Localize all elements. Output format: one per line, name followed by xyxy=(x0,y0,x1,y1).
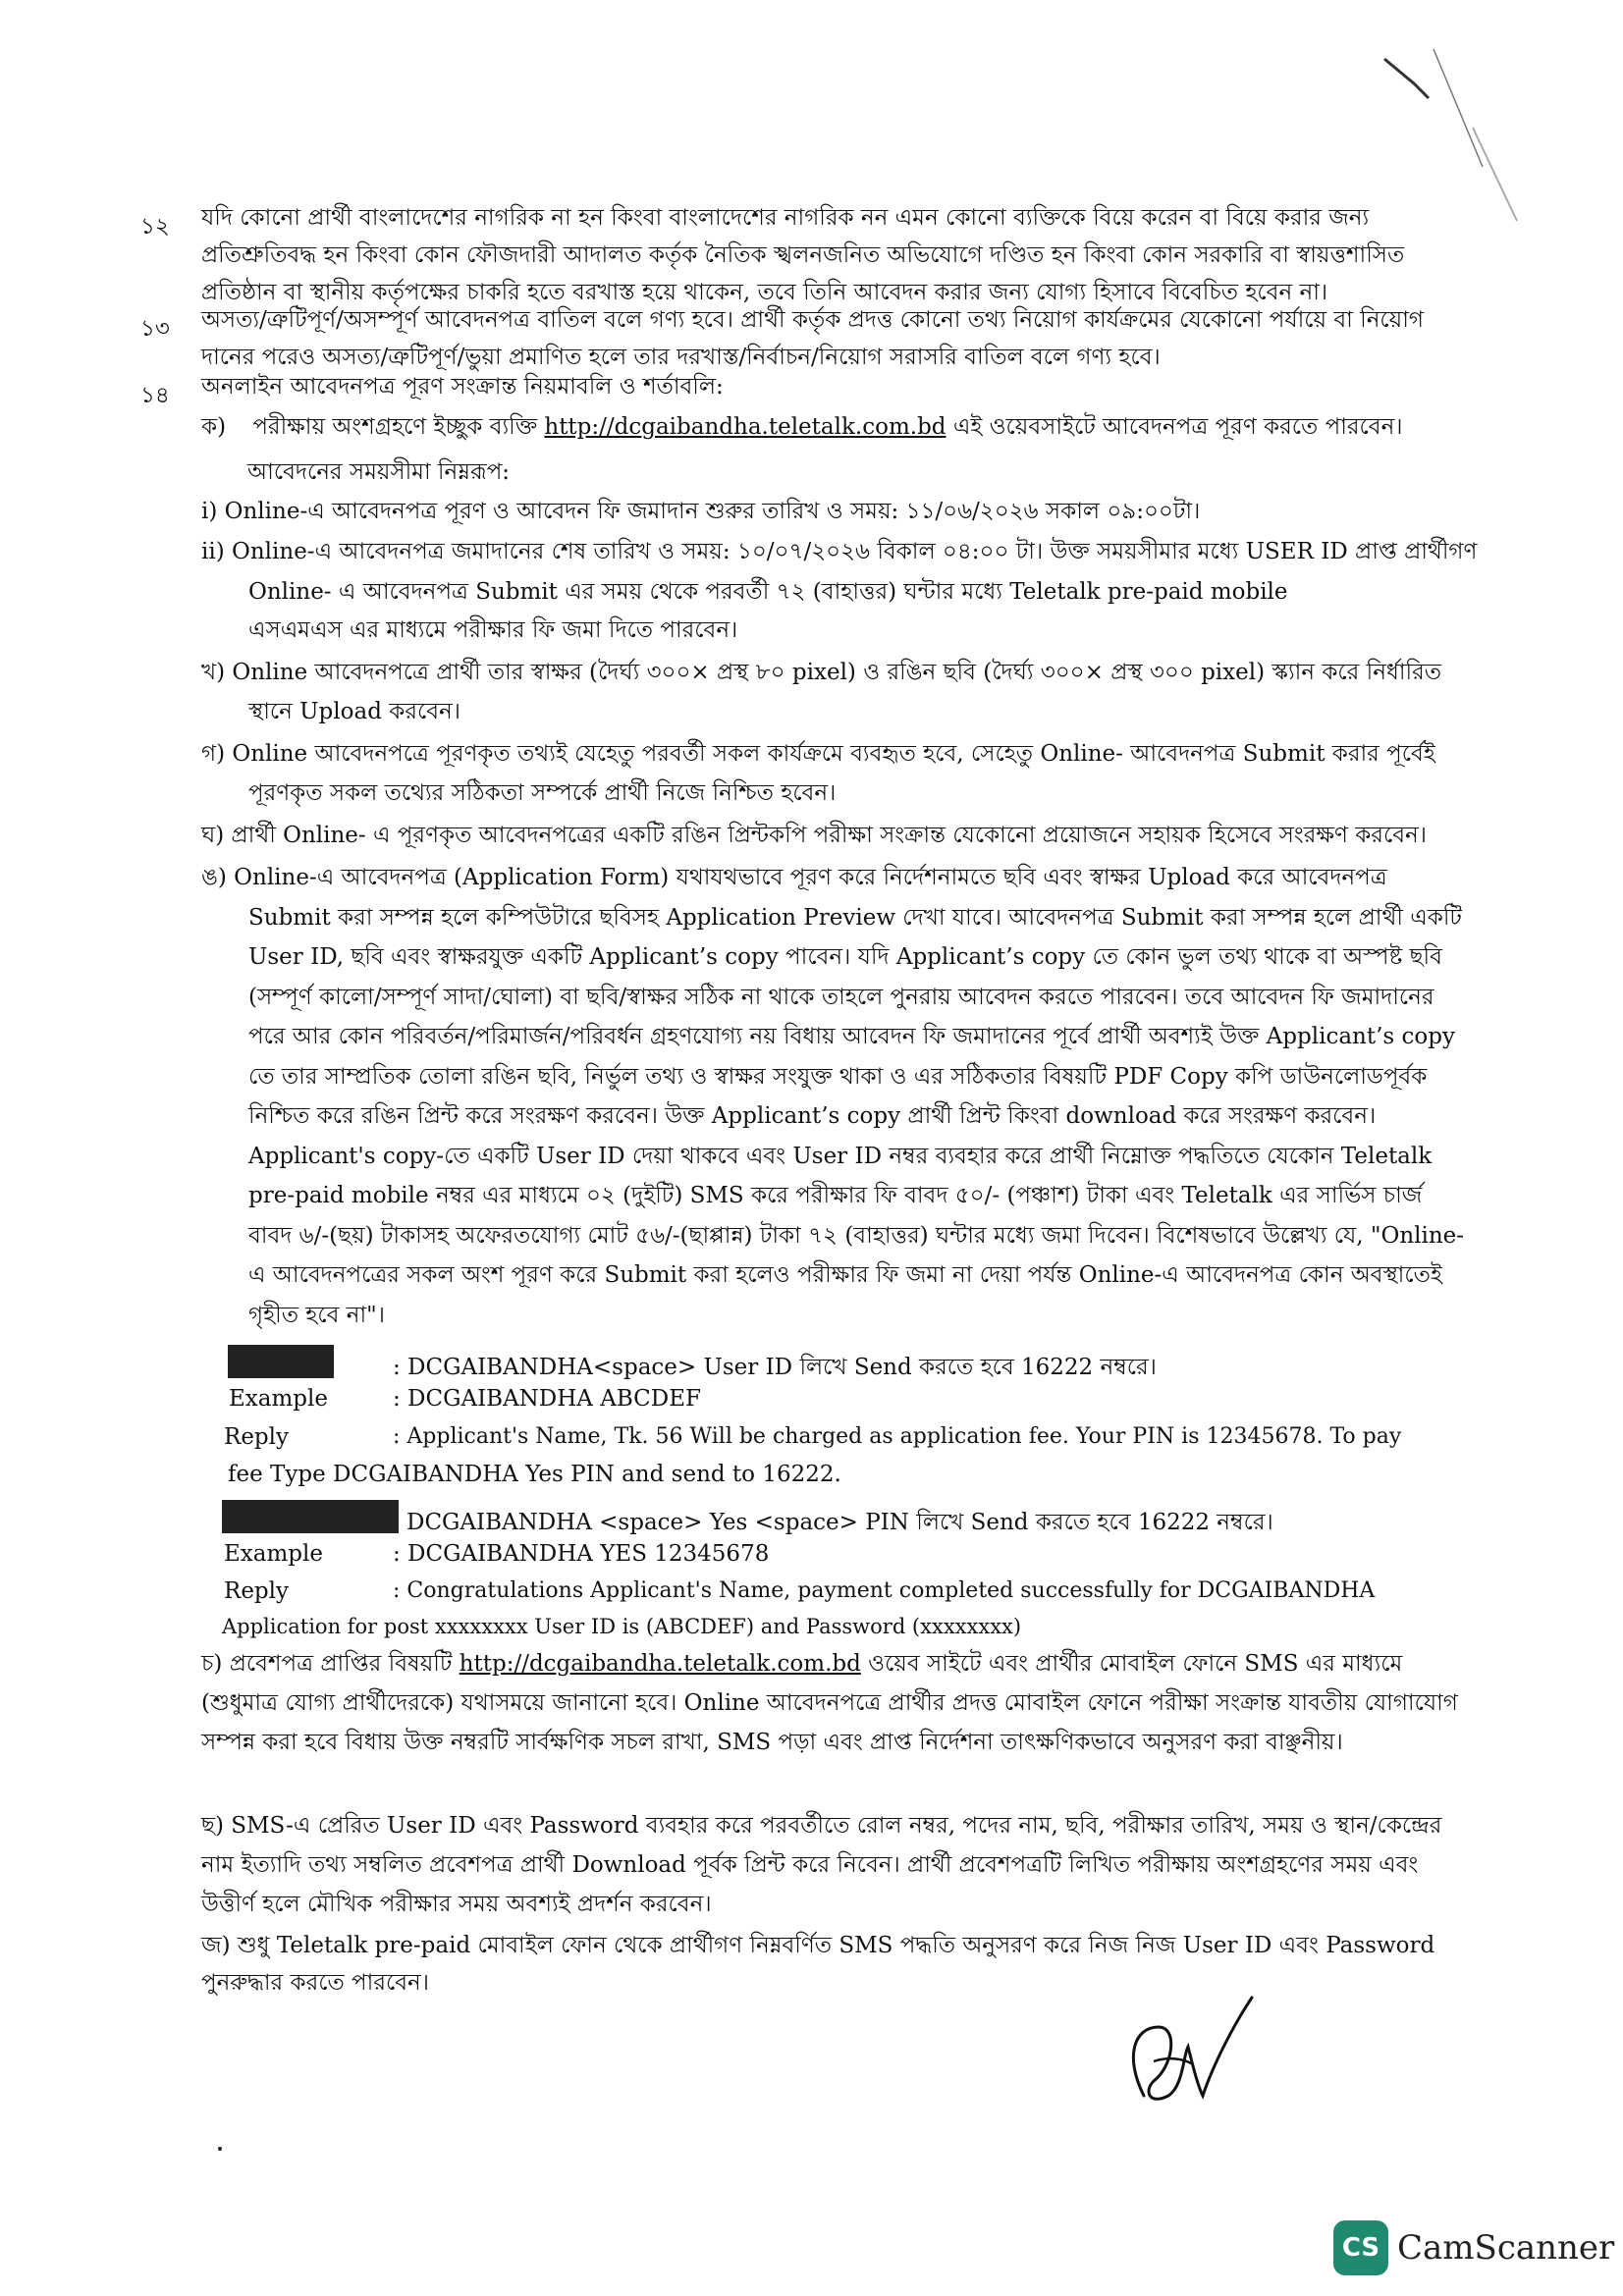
sms2-reply-cont: Application for post xxxxxxxx User ID is (ABCDEF) and Password (xxxxxxxx) xyxy=(222,1615,1022,1638)
item-ka-end-date-cont2: এসএমএস এর মাধ্যমে পরীক্ষার ফি জমা দিতে পারবেন। xyxy=(248,617,738,643)
signature-image xyxy=(1114,1988,1262,2115)
sms1-example-value: : DCGAIBANDHA ABCDEF xyxy=(393,1386,701,1412)
sms1-reply-value: : Applicant's Name, Tk. 56 Will be charged as application fee. Your PIN is 12345678. To pay xyxy=(393,1424,1402,1449)
scan-speck xyxy=(218,2147,222,2151)
redacted-block xyxy=(222,1500,399,1533)
item-umo: ঙ) Online-এ আবেদনপত্র (Application Form) যথাযথভাবে পূরণ করে নির্দেশনামতে ছবি এবং স্বাক্ষর Upload করে আবেদনপত্র Submit করা সম্পন্ন হলে কম্পিউটারে ছবিসহ Application Preview দেখা যাবে। আবেদনপত্র Submit করা সম্পন্ন হলে প্রার্থী একটি User ID, ছবি এবং স্বাক্ষরযুক্ত একটি Applicant’s copy পাবেন। যদি Applicant’s copy তে কোন ভুল তথ্য থাকে বা অস্পষ্ট ছবি (সম্পূর্ণ কালো/সম্পূর্ণ সাদা/ঘোলা) বা ছবি/স্বাক্ষর সঠিক না থাকে তাহলে পুনরায় আবেদন করতে পারবেন। তবে আবেদন ফি জমাদানের পরে আর কোন পরিবর্তন/পরিমার্জন/পরিবর্ধন গ্রহণযোগ্য নয় বিধায় আবেদন ফি জমাদানের পূর্বে প্রার্থী অবশ্যই উক্ত Applicant’s copy তে তার সাম্প্রতিক তোলা রঙিন ছবি, নির্ভুল তথ্য ও স্বাক্ষর সংযুক্ত থাকা ও এর সঠিকতার বিষয়টি PDF Copy কপি ডাউনলোডপূর্বক নিশ্চিত করে রঙিন প্রিন্ট করে সংরক্ষণ করবেন। উক্ত Applicant’s copy প্রার্থী প্রিন্ট কিংবা download করে সংরক্ষণ করবেন। Applicant's copy-তে একটি User ID দেয়া থাকবে এবং User ID নম্বর ব্যবহার করে প্রার্থী নিম্নোক্ত পদ্ধতিতে যেকোন Teletalk pre-paid mobile নম্বর এর মাধ্যমে ০২ (দুইটি) SMS করে পরীক্ষার ফি বাবদ ৫০/- (পঞ্চাশ) টাকা এবং Teletalk এর সার্ভিস চার্জ বাবদ ৬/-(ছয়) টাকাসহ অফেরতযোগ্য মোট ৫৬/-(ছাপ্পান্ন) টাকা ৭২ (বাহাত্তর) ঘন্টার মধ্যে জমা দিবেন। বিশেষভাবে উল্লেখ্য যে, "Online-এ আবেদনপত্রের সকল অংশ পূরণ করে Submit করা হলেও পরীক্ষার ফি জমা না দেয়া পর্যন্ত Online-এ আবেদনপত্র কোন অবস্থাতেই গৃহীত হবে না"। xyxy=(201,865,1465,1328)
camscanner-logo-icon: CS xyxy=(1333,2220,1388,2275)
sms1-example-label: Example xyxy=(229,1386,328,1412)
item-ka-end-date-cont: Online- এ আবেদনপত্র Submit এর সময় থেকে পরবর্তী ৭২ (বাহাত্তর) ঘন্টার মধ্যে Teletalk pre-paid mobile xyxy=(248,579,1288,605)
sms2-instruction: DCGAIBANDHA <space> Yes <space> PIN লিখে Send করতে হবে 16222 নম্বরে। xyxy=(406,1510,1273,1535)
item-cha xyxy=(201,1644,1468,1762)
item-ka-label: ক) xyxy=(201,414,227,440)
website-link[interactable]: http://dcgaibandha.teletalk.com.bd xyxy=(544,414,947,440)
sms1-reply-cont: fee Type DCGAIBANDHA Yes PIN and send to 16222. xyxy=(228,1462,841,1487)
item-cha-text-after: ওয়েব সাইটে এবং প্রার্থীর মোবাইল ফোনে SMS এর মাধ্যমে (শুধুমাত্র যোগ্য প্রার্থীদেরকে) যথাসময়ে জানানো হবে। Online আবেদনপত্রে প্রার্থীর প্রদত্ত মোবাইল ফোনে পরীক্ষা সংক্রান্ত যাবতীয় যোগাযোগ সম্পন্ন করা হবে বিধায় উক্ত নম্বরটি সার্বক্ষণিক সচল রাখা, SMS পড়া এবং প্রাপ্ত নির্দেশনা তাৎক্ষণিকভাবে অনুসরণ করা বাঞ্ছনীয়। xyxy=(201,1651,1458,1755)
item-ka-end-date: ii) Online-এ আবেদনপত্র জমাদানের শেষ তারিখ ও সময়: ১০/০৭/২০২৬ বিকাল ০৪:০০ টা। উক্ত সময়সীমার মধ্যে USER ID প্রাপ্ত প্রার্থীগণ xyxy=(201,539,1478,564)
item-chha: ছ) SMS-এ প্রেরিত User ID এবং Password ব্যবহার করে পরবর্তীতে রোল নম্বর, পদের নাম, ছবি, পরীক্ষার তারিখ, সময় ও স্থান/কেন্দ্রের নাম ইত্যাদি তথ্য সম্বলিত প্রবেশপত্র প্রার্থী Download পূর্বক প্রিন্ট করে নিবেন। প্রার্থী প্রবেশপত্রটি লিখিত পরীক্ষায় অংশগ্রহণের সময় এবং উত্তীর্ণ হলে মৌখিক পরীক্ষার সময় অবশ্যই প্রদর্শন করবেন। xyxy=(201,1813,1442,1917)
item-ka-timeline-heading: আবেদনের সময়সীমা নিম্নরূপ: xyxy=(247,459,511,485)
redacted-block xyxy=(228,1345,334,1378)
clause-number-12: ১২ xyxy=(140,214,170,240)
item-ka-text-before: পরীক্ষায় অংশগ্রহণে ইচ্ছুক ব্যক্তি xyxy=(252,414,538,440)
item-ga: গ) Online আবেদনপত্রে পূরণকৃত তথ্যই যেহেতু পরবর্তী সকল কার্যক্রমে ব্যবহৃত হবে, সেহেতু Online- আবেদনপত্র Submit করার পূর্বেই পূরণকৃত সকল তথ্যের সঠিকতা সম্পর্কে প্রার্থী নিজে নিশ্চিত হবেন। xyxy=(201,741,1435,806)
item-ka-start-date: i) Online-এ আবেদনপত্র পূরণ ও আবেদন ফি জমাদান শুরুর তারিখ ও সময়: ১১/০৬/২০২৬ সকাল ০৯:০০টা। xyxy=(201,499,1201,524)
item-ja: জ) শুধু Teletalk pre-paid মোবাইল ফোন থেকে প্রার্থীগণ নিম্নবর্ণিত SMS পদ্ধতি অনুসরণ করে নিজ নিজ User ID এবং Password পুনরুদ্ধার করতে পারবেন। xyxy=(201,1933,1435,1996)
item-cha-text-before: প্রবেশপত্র প্রাপ্তির বিষয়টি xyxy=(229,1651,453,1677)
clause-number-13: ১৩ xyxy=(140,316,170,342)
camscanner-watermark-text: CamScanner xyxy=(1397,2228,1615,2268)
sms1-reply-label: Reply xyxy=(224,1424,290,1450)
sms2-example-value: : DCGAIBANDHA YES 12345678 xyxy=(393,1541,770,1567)
sms2-example-label: Example xyxy=(224,1541,323,1567)
item-kha: খ) Online আবেদনপত্রে প্রার্থী তার স্বাক্ষর (দৈর্ঘ্য ৩০০× প্রস্থ ৮০ pixel) ও রঙিন ছবি (দৈর্ঘ্য ৩০০× প্রস্থ ৩০০ pixel) স্ক্যান করে নির্ধারিত স্থানে Upload করবেন। xyxy=(201,660,1441,724)
item-gha: ঘ) প্রার্থী Online- এ পূরণকৃত আবেদনপত্রের একটি রঙিন প্রিন্টকপি পরীক্ষা সংক্রান্ত যেকোনো প্রয়োজনে সহায়ক হিসেবে সংরক্ষণ করবেন। xyxy=(201,823,1427,848)
clause-14-heading: অনলাইন আবেদনপত্র পূরণ সংক্রান্ত নিয়মাবলি ও শর্তাবলি: xyxy=(201,374,724,400)
scan-corner-mark xyxy=(1375,39,1522,226)
item-cha-label: চ) xyxy=(201,1651,223,1677)
sms2-reply-value: : Congratulations Applicant's Name, payment completed successfully for DCGAIBANDHA xyxy=(393,1578,1376,1603)
item-ka xyxy=(201,407,1468,447)
clause-number-14: ১৪ xyxy=(140,383,170,408)
clause-13-text: অসত্য/ত্রুটিপূর্ণ/অসম্পূর্ণ আবেদনপত্র বাতিল বলে গণ্য হবে। প্রার্থী কর্তৃক প্রদত্ত কোনো তথ্য নিয়োগ কার্যক্রমের যেকোনো পর্যায়ে বা নিয়োগ দানের পরেও অসত্য/ত্রুটিপূর্ণ/ভুয়া প্রমাণিত হলে তার দরখাস্ত/নির্বাচন/নিয়োগ সরাসরি বাতিল বলে গণ্য হবে। xyxy=(201,307,1424,370)
website-link[interactable]: http://dcgaibandha.teletalk.com.bd xyxy=(459,1651,861,1677)
clause-12-text: যদি কোনো প্রার্থী বাংলাদেশের নাগরিক না হন কিংবা বাংলাদেশের নাগরিক নন এমন কোনো ব্যক্তিকে বিয়ে করেন বা বিয়ে করার জন্য প্রতিশ্রুতিবদ্ধ হন কিংবা কোন ফৌজদারী আদালত কর্তৃক নৈতিক স্খলনজনিত অভিযোগে দণ্ডিত হন কিংবা কোন সরকারি বা স্বায়ত্তশাসিত প্রতিষ্ঠান বা স্থানীয় কর্তৃপক্ষের চাকরি হতে বরখাস্ত হয়ে থাকেন, তবে তিনি আবেদন করার জন্য যোগ্য হিসাবে বিবেচিত হবেন না। xyxy=(201,205,1405,305)
sms1-instruction: : DCGAIBANDHA<space> User ID লিখে Send করতে হবে 16222 নম্বরে। xyxy=(393,1355,1157,1380)
sms2-reply-label: Reply xyxy=(224,1578,290,1604)
item-ka-text-after: এই ওয়েবসাইটে আবেদনপত্র পূরণ করতে পারবেন। xyxy=(952,414,1403,440)
